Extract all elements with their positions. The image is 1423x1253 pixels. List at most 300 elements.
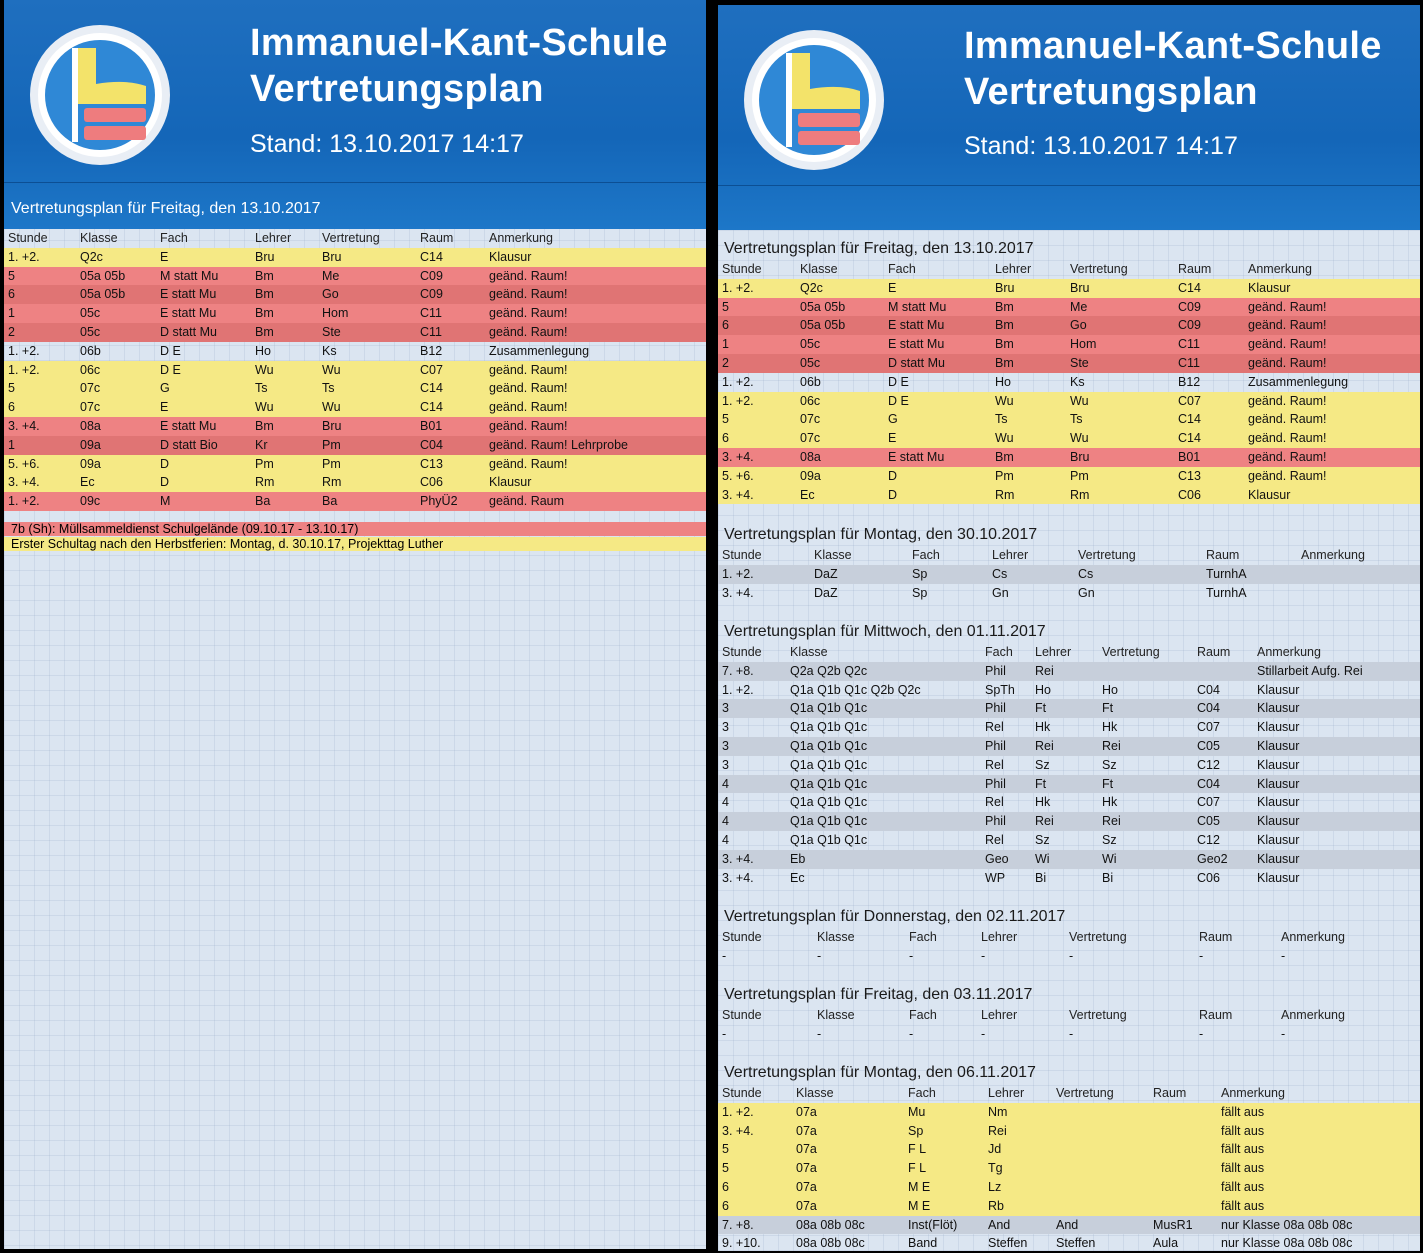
table-cell: geänd. Raum! xyxy=(485,361,706,380)
table-cell: C09 xyxy=(1174,316,1244,335)
table-cell: Klausur xyxy=(1257,832,1300,847)
table-cell: 05c xyxy=(76,304,156,323)
table-row xyxy=(718,718,1420,737)
table-cell: Rm xyxy=(251,473,318,492)
table-cell: 5 xyxy=(4,267,76,286)
school-logo-icon xyxy=(26,24,174,166)
column-header: Fach xyxy=(909,930,937,944)
table-row xyxy=(4,455,706,474)
table-cell: geänd. Raum! xyxy=(485,455,706,474)
info-line: Erster Schultag nach den Herbstferien: Montag, d. 30.10.17, Projekttag Luther xyxy=(4,537,706,551)
table-cell: 3. +4. xyxy=(722,870,754,885)
table-cell: B12 xyxy=(420,343,443,358)
table-cell: Rel xyxy=(985,720,1004,735)
left-display-panel xyxy=(4,0,706,1249)
table-cell: And xyxy=(1052,1216,1149,1235)
table-cell: WP xyxy=(985,870,1006,885)
table-cell: Klausur xyxy=(1253,699,1420,718)
table-row xyxy=(718,1140,1420,1159)
table-cell xyxy=(1149,1103,1217,1122)
table-cell: Wu xyxy=(991,392,1066,411)
table-cell: Geo xyxy=(981,850,1031,869)
column-header: Vertretung xyxy=(322,231,380,245)
table-cell: C05 xyxy=(1193,737,1253,756)
table-cell: 3 xyxy=(718,737,786,756)
table-cell: 05a 05b xyxy=(796,316,884,335)
table-cell: 08a xyxy=(796,448,884,467)
table-cell: 08a xyxy=(76,417,156,436)
table-cell: Zusammenlegung xyxy=(1248,374,1349,389)
table-cell: G xyxy=(156,379,251,398)
table-cell: Hk xyxy=(1102,795,1118,810)
plan-title: Vertretungsplan xyxy=(964,71,1258,113)
table-cell: Q2a Q2b Q2c xyxy=(786,662,981,681)
stand-timestamp: Stand: 13.10.2017 14:17 xyxy=(250,130,524,158)
table-row xyxy=(718,298,1420,317)
table-cell: 09c xyxy=(76,492,156,511)
column-header: Raum xyxy=(1178,262,1212,276)
table-cell: 5 xyxy=(718,410,796,429)
table-cell: 07a xyxy=(792,1178,904,1197)
table-cell: D statt Mu xyxy=(156,323,251,342)
table-row xyxy=(718,869,1420,888)
table-cell: C04 xyxy=(1197,682,1220,697)
table-cell: Bm xyxy=(991,354,1066,373)
table-cell: geänd. Raum! xyxy=(485,398,706,417)
table-cell: C06 xyxy=(416,473,485,492)
table-cell: C14 xyxy=(416,398,485,417)
day-heading: Vertretungsplan für Freitag, den 13.10.2017 xyxy=(724,240,1034,257)
table-cell xyxy=(1052,1159,1149,1178)
column-header: Raum xyxy=(1153,1086,1187,1100)
day-heading: Vertretungsplan für Montag, den 06.11.2017 xyxy=(724,1064,1036,1081)
table-cell: Klausur xyxy=(1257,720,1300,735)
table-row xyxy=(718,850,1420,869)
table-cell: Ts xyxy=(251,379,318,398)
table-cell: 05c xyxy=(76,323,156,342)
table-cell: fällt aus xyxy=(1217,1178,1420,1197)
table-row xyxy=(4,304,706,323)
table-cell: Wi xyxy=(1098,850,1193,869)
column-header: Vertretung xyxy=(1078,548,1136,562)
column-header: Lehrer xyxy=(981,930,1018,944)
table-cell: Pm xyxy=(318,455,416,474)
table-cell: C09 xyxy=(1174,298,1244,317)
table-cell: D xyxy=(884,486,991,505)
table-row xyxy=(718,737,1420,756)
table-cell: D E xyxy=(884,392,991,411)
table-cell: Bm xyxy=(251,267,318,286)
table-cell: - xyxy=(909,948,914,963)
table-row xyxy=(718,354,1420,373)
column-header: Klasse xyxy=(796,1086,834,1100)
table-cell: Klausur xyxy=(1253,812,1420,831)
table-cell: And xyxy=(984,1216,1052,1235)
column-header: Fach xyxy=(888,262,916,276)
column-header: Klasse xyxy=(817,1008,855,1022)
table-cell: 7. +8. xyxy=(718,662,786,681)
table-cell: 1. +2. xyxy=(718,565,810,584)
table-cell: Rei xyxy=(1098,812,1193,831)
table-cell: 07a xyxy=(792,1103,904,1122)
table-cell: Ts xyxy=(1066,410,1174,429)
table-cell: Aula xyxy=(1153,1236,1179,1251)
table-cell: D E xyxy=(160,343,181,358)
table-cell: Bi xyxy=(1035,870,1047,885)
table-cell: C11 xyxy=(1174,335,1244,354)
column-header: Fach xyxy=(160,231,188,245)
table-cell: 3 xyxy=(722,757,729,772)
table-row xyxy=(718,467,1420,486)
table-cell: Ba xyxy=(318,492,416,511)
table-cell: E statt Mu xyxy=(156,304,251,323)
column-header: Anmerkung xyxy=(1257,645,1321,659)
table-cell: Steffen xyxy=(988,1236,1028,1251)
table-cell: Steffen xyxy=(1056,1236,1096,1251)
column-header: Stunde xyxy=(722,1008,762,1022)
table-cell: geänd. Raum! xyxy=(1244,298,1420,317)
table-cell: - xyxy=(981,1026,986,1041)
table-cell: geänd. Raum! xyxy=(1244,429,1420,448)
table-cell: Cs xyxy=(988,565,1074,584)
column-header: Raum xyxy=(1206,548,1240,562)
table-cell: 3. +4. xyxy=(722,585,754,600)
table-row xyxy=(718,1197,1420,1216)
table-cell: Q1a Q1b Q1c xyxy=(790,720,868,735)
column-header: Stunde xyxy=(722,930,762,944)
table-cell: Rei xyxy=(1098,737,1193,756)
substitution-table xyxy=(4,229,706,511)
table-cell: C11 xyxy=(1174,354,1244,373)
table-cell: 3. +4. xyxy=(4,417,76,436)
table-cell: Bm xyxy=(251,304,318,323)
table-cell: fällt aus xyxy=(1217,1103,1420,1122)
table-cell: C14 xyxy=(1174,429,1244,448)
table-cell: Pm xyxy=(991,467,1066,486)
table-cell: Bm xyxy=(991,298,1066,317)
table-cell: Me xyxy=(1066,298,1174,317)
table-row xyxy=(718,947,1420,966)
table-cell: Hom xyxy=(318,304,416,323)
column-header: Fach xyxy=(912,548,940,562)
table-cell: 3. +4. xyxy=(718,486,796,505)
substitution-table xyxy=(718,643,1420,887)
table-cell: Rei xyxy=(984,1122,1052,1141)
table-cell: - xyxy=(1199,1026,1204,1041)
table-cell xyxy=(1297,565,1420,584)
table-cell: Go xyxy=(1066,316,1174,335)
table-row xyxy=(718,1159,1420,1178)
table-row xyxy=(4,267,706,286)
table-cell: 6 xyxy=(718,429,796,448)
table-cell: Q1a Q1b Q1c xyxy=(790,795,868,810)
table-cell: C06 xyxy=(1197,870,1220,885)
table-cell: Klausur xyxy=(1244,279,1420,298)
table-header xyxy=(718,643,1420,662)
table-cell: C07 xyxy=(1197,795,1220,810)
table-cell: G xyxy=(884,410,991,429)
table-cell: Bru xyxy=(318,248,416,267)
table-row xyxy=(718,1216,1420,1235)
table-cell: 2 xyxy=(4,323,76,342)
table-row xyxy=(718,1234,1420,1251)
table-row xyxy=(4,248,706,267)
table-cell: Bm xyxy=(251,323,318,342)
table-cell: Geo2 xyxy=(1193,850,1253,869)
table-cell: E statt Mu xyxy=(884,335,991,354)
table-row xyxy=(718,756,1420,775)
column-header: Lehrer xyxy=(981,1008,1018,1022)
table-cell: Ts xyxy=(991,410,1066,429)
table-cell: M statt Mu xyxy=(156,267,251,286)
table-cell xyxy=(1149,1159,1217,1178)
table-cell: Bm xyxy=(991,448,1066,467)
table-cell: Ft xyxy=(1031,699,1098,718)
table-cell: 08a 08b 08c xyxy=(792,1216,904,1235)
table-cell: 4 xyxy=(722,832,729,847)
table-cell: Bru xyxy=(991,279,1066,298)
day-heading: Vertretungsplan für Freitag, den 13.10.2017 xyxy=(11,200,321,217)
table-cell xyxy=(1149,1122,1217,1141)
table-cell: Klausur xyxy=(1244,486,1420,505)
table-row xyxy=(718,410,1420,429)
table-cell xyxy=(1193,662,1253,681)
table-cell: Rel xyxy=(985,795,1004,810)
table-cell: E xyxy=(156,398,251,417)
table-cell: Jd xyxy=(984,1140,1052,1159)
table-cell: Q1a Q1b Q1c Q2b Q2c xyxy=(790,682,921,697)
table-header xyxy=(718,1006,1420,1025)
table-cell: C07 xyxy=(1197,720,1220,735)
table-cell: Q2c xyxy=(796,279,884,298)
substitution-table xyxy=(718,260,1420,504)
table-cell: E xyxy=(884,429,991,448)
table-row xyxy=(4,492,706,511)
table-cell: 6 xyxy=(718,1178,792,1197)
table-cell: Sp xyxy=(908,565,988,584)
table-cell: C11 xyxy=(416,304,485,323)
table-cell: C14 xyxy=(416,248,485,267)
table-cell: 4 xyxy=(718,812,786,831)
school-name: Immanuel-Kant-Schule xyxy=(964,25,1382,67)
column-header: Stunde xyxy=(8,231,48,245)
table-cell: Hom xyxy=(1066,335,1174,354)
table-cell xyxy=(1052,1178,1149,1197)
table-cell: 3 xyxy=(718,699,786,718)
table-cell: geänd. Raum! xyxy=(1244,316,1420,335)
table-cell: E statt Mu xyxy=(156,285,251,304)
school-logo-icon xyxy=(740,29,888,171)
table-cell: Sz xyxy=(1102,832,1117,847)
table-cell: Q1a Q1b Q1c xyxy=(786,699,981,718)
table-cell: fällt aus xyxy=(1217,1140,1420,1159)
column-header: Lehrer xyxy=(1035,645,1072,659)
day-heading: Vertretungsplan für Freitag, den 03.11.2017 xyxy=(724,986,1033,1003)
table-cell: Hk xyxy=(1102,720,1118,735)
table-cell: 3. +4. xyxy=(4,473,76,492)
table-cell: Ft xyxy=(1031,775,1098,794)
table-cell: 07a xyxy=(792,1122,904,1141)
table-cell: Go xyxy=(318,285,416,304)
table-cell: M xyxy=(156,492,251,511)
table-cell: PhyÜ2 xyxy=(416,492,485,511)
school-name: Immanuel-Kant-Schule xyxy=(250,22,668,64)
table-cell: Bru xyxy=(318,417,416,436)
divider xyxy=(4,182,706,183)
table-cell: 09a xyxy=(76,455,156,474)
table-cell: Q1a Q1b Q1c xyxy=(786,737,981,756)
table-cell: geänd. Raum! xyxy=(1244,392,1420,411)
table-cell: Ts xyxy=(318,379,416,398)
substitution-table xyxy=(718,546,1420,602)
table-cell: Ba xyxy=(251,492,318,511)
table-row xyxy=(718,486,1420,505)
table-cell xyxy=(1297,584,1420,603)
table-cell: D xyxy=(156,473,251,492)
table-cell: 1. +2. xyxy=(718,392,796,411)
table-cell: Q1a Q1b Q1c xyxy=(786,775,981,794)
table-cell: 3. +4. xyxy=(718,1122,792,1141)
table-cell: Klausur xyxy=(1257,757,1300,772)
column-header: Klasse xyxy=(80,231,118,245)
table-cell: Me xyxy=(318,267,416,286)
table-cell: C14 xyxy=(1174,279,1244,298)
table-cell: SpTh xyxy=(985,682,1015,697)
stand-timestamp: Stand: 13.10.2017 14:17 xyxy=(964,132,1238,160)
table-row xyxy=(718,316,1420,335)
table-cell xyxy=(1149,1178,1217,1197)
table-cell: D xyxy=(884,467,991,486)
column-header: Vertretung xyxy=(1069,930,1127,944)
table-cell: Bru xyxy=(251,248,318,267)
divider xyxy=(718,185,1420,186)
column-header: Fach xyxy=(908,1086,936,1100)
table-row xyxy=(718,1178,1420,1197)
table-cell: Wu xyxy=(251,361,318,380)
table-cell: 1. +2. xyxy=(722,374,754,389)
column-header: Stunde xyxy=(722,548,762,562)
column-header: Fach xyxy=(909,1008,937,1022)
column-header: Klasse xyxy=(800,262,838,276)
table-header xyxy=(718,928,1420,947)
table-cell: M statt Mu xyxy=(884,298,991,317)
column-header: Lehrer xyxy=(255,231,292,245)
table-cell: geänd. Raum! xyxy=(1244,354,1420,373)
table-cell: Ft xyxy=(1098,699,1193,718)
table-cell: Ho xyxy=(1035,682,1051,697)
table-cell xyxy=(1052,1140,1149,1159)
table-cell: Q2c xyxy=(76,248,156,267)
table-cell: geänd. Raum! xyxy=(1244,335,1420,354)
table-cell: geänd. Raum! xyxy=(485,417,706,436)
table-cell: 1 xyxy=(4,304,76,323)
header-banner xyxy=(718,5,1420,230)
table-row xyxy=(718,1122,1420,1141)
table-cell: 1. +2. xyxy=(4,361,76,380)
table-cell: Pm xyxy=(318,436,416,455)
table-cell: 09a xyxy=(796,467,884,486)
table-cell: Klausur xyxy=(1253,775,1420,794)
table-cell: TurnhA xyxy=(1202,565,1297,584)
table-header xyxy=(718,546,1420,565)
table-cell: 06b xyxy=(800,374,821,389)
table-cell: 06c xyxy=(796,392,884,411)
table-header xyxy=(718,260,1420,279)
table-cell: geänd. Raum! xyxy=(485,267,706,286)
table-cell: Sp xyxy=(912,585,928,600)
table-cell: - xyxy=(981,948,986,963)
table-cell: D statt Mu xyxy=(884,354,991,373)
table-cell: 07c xyxy=(796,429,884,448)
table-cell: 07a xyxy=(792,1197,904,1216)
table-cell: Ec xyxy=(796,486,884,505)
table-cell: 1. +2. xyxy=(4,248,76,267)
table-cell: Nm xyxy=(984,1103,1052,1122)
table-cell: Wi xyxy=(1031,850,1098,869)
table-cell: Sz xyxy=(1035,832,1050,847)
table-cell: fällt aus xyxy=(1217,1122,1420,1141)
table-cell: Rel xyxy=(985,832,1004,847)
table-cell: Klausur xyxy=(485,473,706,492)
table-cell: Klausur xyxy=(1253,737,1420,756)
table-row xyxy=(718,448,1420,467)
table-cell: Stillarbeit Aufg. Rei xyxy=(1253,662,1420,681)
table-cell: geänd. Raum! xyxy=(1244,467,1420,486)
column-header: Raum xyxy=(1199,1008,1233,1022)
table-cell: nur Klasse 08a 08b 08c xyxy=(1217,1216,1420,1235)
table-cell: geänd. Raum! xyxy=(1244,448,1420,467)
table-cell: 05c xyxy=(796,354,884,373)
table-cell: C11 xyxy=(416,323,485,342)
table-cell: 1 xyxy=(4,436,76,455)
table-cell: 6 xyxy=(718,1197,792,1216)
table-cell: Eb xyxy=(786,850,981,869)
table-cell: 05c xyxy=(796,335,884,354)
header-banner xyxy=(4,0,706,229)
table-header xyxy=(718,1084,1420,1103)
table-cell: Ste xyxy=(318,323,416,342)
table-cell: Wu xyxy=(1066,392,1174,411)
table-cell: Sp xyxy=(904,1122,984,1141)
table-cell: - xyxy=(722,948,727,963)
column-header: Klasse xyxy=(790,645,828,659)
table-cell: E statt Mu xyxy=(884,316,991,335)
table-cell: Bm xyxy=(991,316,1066,335)
table-cell: nur Klasse 08a 08b 08c xyxy=(1221,1236,1353,1251)
table-cell: 1. +2. xyxy=(4,492,76,511)
table-row xyxy=(718,565,1420,584)
column-header: Anmerkung xyxy=(1248,262,1312,276)
table-cell: 6 xyxy=(718,316,796,335)
table-row xyxy=(4,417,706,436)
table-cell: Tg xyxy=(984,1159,1052,1178)
column-header: Anmerkung xyxy=(1281,1008,1345,1022)
table-cell: 08a 08b 08c xyxy=(796,1236,865,1251)
table-row xyxy=(718,699,1420,718)
table-cell: Sz xyxy=(1035,757,1050,772)
table-cell: 7. +8. xyxy=(718,1216,792,1235)
table-cell: C14 xyxy=(416,379,485,398)
table-cell: Phil xyxy=(981,812,1031,831)
table-cell: Kr xyxy=(251,436,318,455)
table-cell: Bm xyxy=(251,285,318,304)
substitution-table xyxy=(718,928,1420,966)
column-header: Raum xyxy=(420,231,454,245)
table-cell: Wu xyxy=(991,429,1066,448)
table-cell: 05a 05b xyxy=(76,267,156,286)
table-cell: 4 xyxy=(722,795,729,810)
column-header: Vertretung xyxy=(1069,1008,1127,1022)
